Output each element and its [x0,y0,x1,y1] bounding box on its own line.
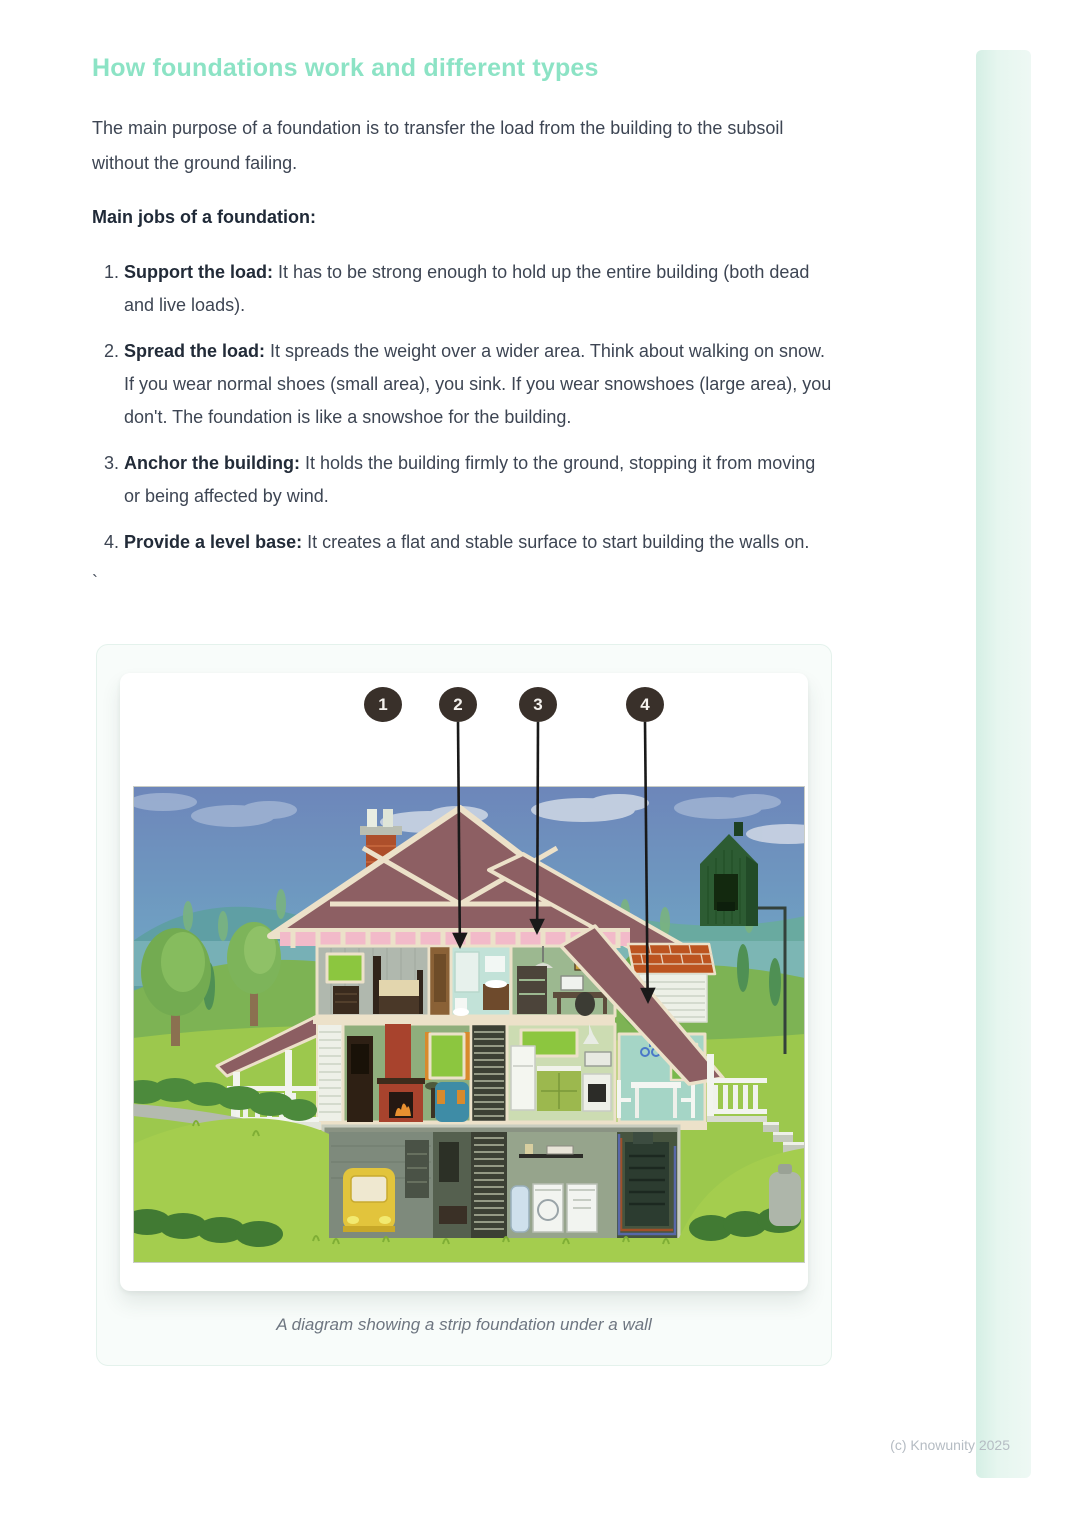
dining-table [631,1082,681,1088]
chimney-breast [385,1024,411,1086]
figure-card [96,644,832,1366]
furnace [625,1142,669,1226]
item-text: It holds the building firmly to the ground, stopping it from moving or being affected by wind. [124,453,816,506]
document-body [92,0,832,1366]
item-bold-lead: Provide a level base: [124,532,303,552]
side-accent-bar [976,50,1031,1478]
fridge [511,1046,535,1110]
water-heater [511,1186,529,1232]
item-bold-lead: Spread the load: [124,341,266,361]
list-item-support-load [124,256,832,322]
item-bold-lead: Support the load: [124,262,273,282]
house-cross-section-illustration [133,786,805,1263]
stray-backtick: ` [92,572,98,592]
ground-floor [317,1024,615,1122]
page-title: How foundations work and different types [92,54,599,82]
item-text: It spreads the weight over a wider area. Think about walking on snow. If you wear normal shoes (small area), you sink. If you wear snowshoes (large area), you don't. The foundation is like a snowshoe for the building. [124,341,832,427]
figure-polaroid-frame [120,673,808,1291]
list-item-anchor-building [124,447,832,513]
figure-label-3: 3 [519,687,557,722]
item-text: It creates a flat and stable surface to start building the walls on. [302,532,810,552]
clapboard-wall [317,1024,343,1122]
list-item-level-base [124,526,832,559]
foundation-jobs-list [92,256,832,559]
basement [323,1126,679,1243]
figure-caption: A diagram showing a strip foundation under a wall [276,1315,652,1334]
list-item-spread-load [124,335,832,434]
bedroom-window [327,954,363,982]
figure-label-2: 2 [439,687,477,722]
item-bold-lead: Anchor the building: [124,453,300,473]
list-title: Main jobs of a foundation: [92,207,316,227]
living-window [430,1034,464,1078]
tank [769,1172,801,1226]
figure-label-1: 1 [364,687,402,722]
car [343,1168,395,1232]
figure-label-4: 4 [626,687,664,722]
copyright-note: (c) Knowunity 2025 [890,1437,1010,1453]
item-text: It has to be strong enough to hold up the entire building (both dead and live loads). [124,262,810,315]
intro-paragraph: The main purpose of a foundation is to transfer the load from the building to the subsoil without the ground failing. [92,118,784,173]
